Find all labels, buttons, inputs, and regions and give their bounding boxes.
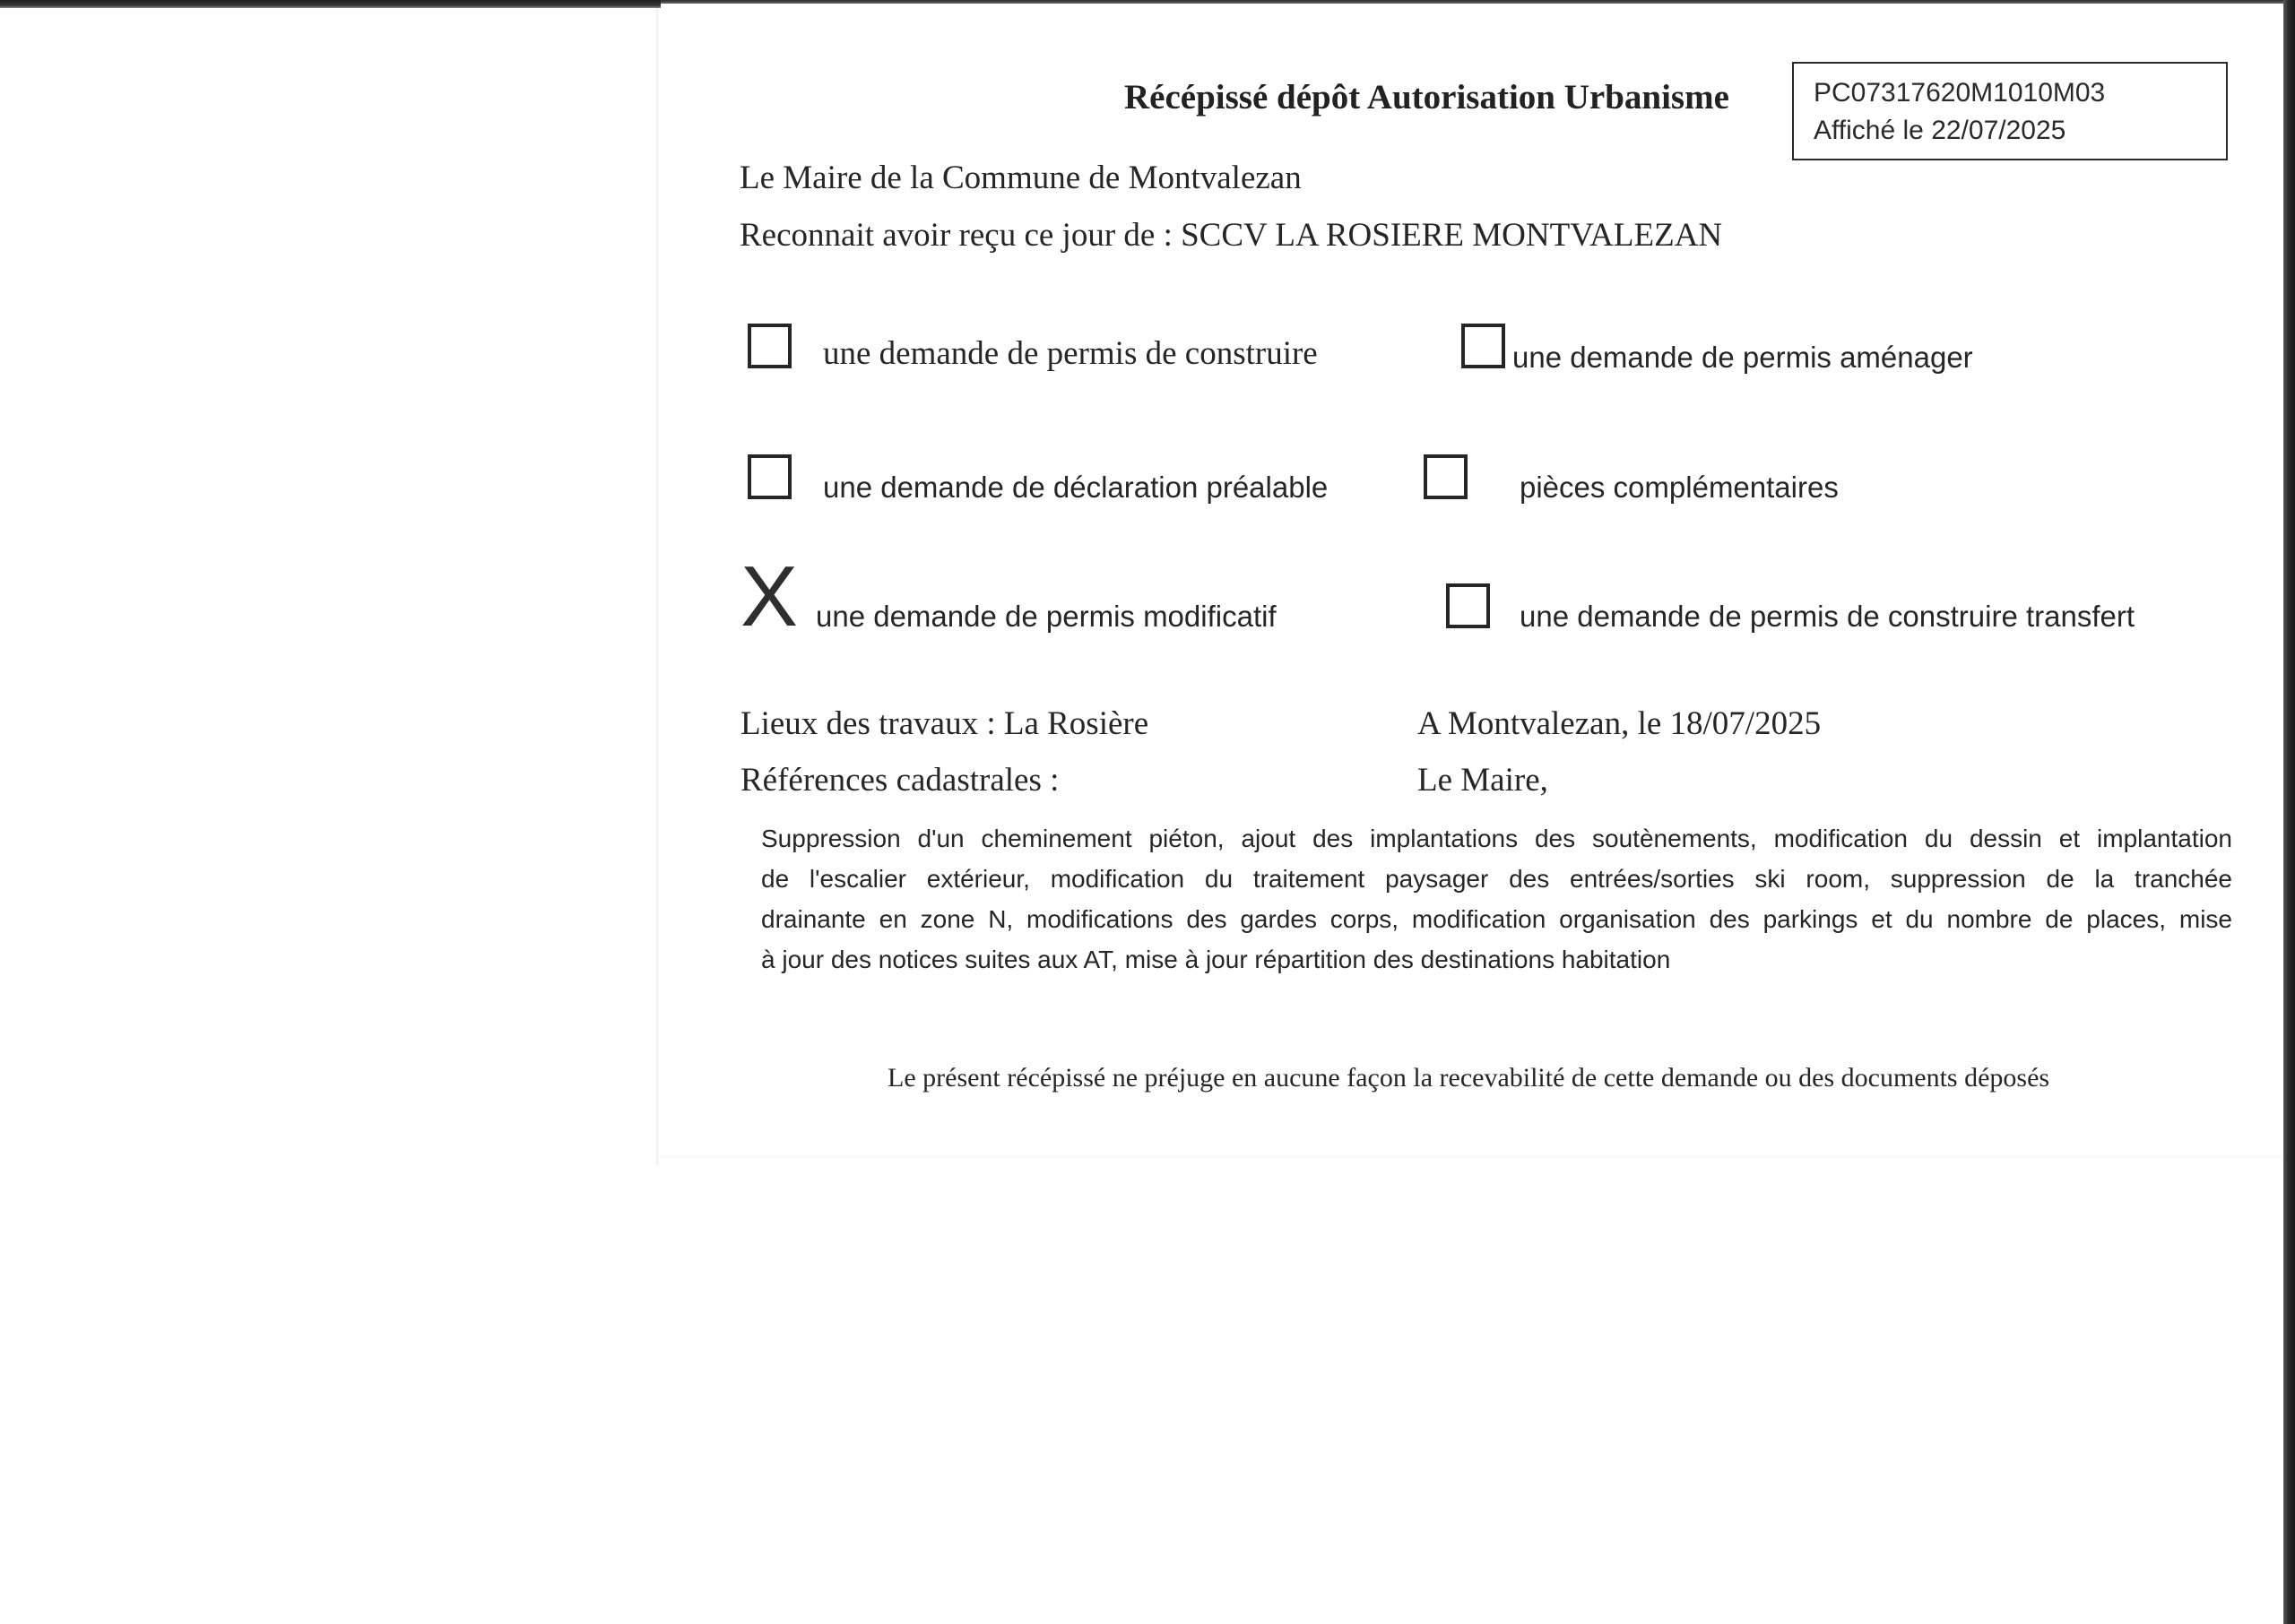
receipt-line: Reconnait avoir reçu ce jour de : SCCV LA ROSIERE MONTVALEZAN xyxy=(740,217,1723,254)
option-label-declaration-prealable: une demande de déclaration préalable xyxy=(823,471,1329,504)
option-label-permis-amenager: une demande de permis aménager xyxy=(1512,341,1973,374)
scan-border-right xyxy=(2283,0,2295,1624)
option-label-permis-construire-transfert: une demande de permis de construire transfert xyxy=(1520,600,2135,633)
posted-date: Affiché le 22/07/2025 xyxy=(1814,116,2066,145)
description-line: Suppression d'un cheminement piéton, ajout des implantations des soutènements, modification du dessin et implantation xyxy=(761,825,2232,852)
checkbox-permis-construire[interactable] xyxy=(748,324,792,368)
reference-box xyxy=(1792,62,2228,160)
cadastral-references: Références cadastrales : xyxy=(740,762,1060,799)
option-label-pieces-complementaires: pièces complémentaires xyxy=(1520,471,1839,504)
disclaimer-note: Le présent récépissé ne préjuge en aucune façon la recevabilité de cette demande ou des documents déposés xyxy=(888,1063,2050,1093)
description-line: drainante en zone N, modifications des gardes corps, modification organisation des parkings et du nombre de places, mise xyxy=(761,905,2232,933)
works-location: Lieux des travaux : La Rosière xyxy=(740,705,1149,742)
checkbox-permis-construire-transfert[interactable] xyxy=(1446,583,1490,628)
document-title: Récépissé dépôt Autorisation Urbanisme xyxy=(1124,78,1729,117)
scan-border-top xyxy=(0,0,661,8)
works-description xyxy=(761,818,2232,980)
issuer-line: Le Maire de la Commune de Montvalezan xyxy=(740,160,1302,196)
paper-edge-left xyxy=(655,7,659,1165)
paper-edge-bottom xyxy=(659,1156,2283,1159)
description-line: à jour des notices suites aux AT, mise à jour répartition des destinations habitation xyxy=(761,946,1671,973)
checkbox-declaration-prealable[interactable] xyxy=(748,454,792,499)
checkbox-pieces-complementaires[interactable] xyxy=(1424,454,1468,499)
option-label-permis-modificatif: une demande de permis modificatif xyxy=(816,600,1277,633)
description-line: de l'escalier extérieur, modification du traitement paysager des entrées/sorties ski room, suppression de la tranchée xyxy=(761,865,2232,893)
checkbox-permis-amenager[interactable] xyxy=(1461,324,1505,368)
option-label-permis-construire: une demande de permis de construire xyxy=(823,335,1318,372)
scan-border-top-thin xyxy=(661,0,2295,4)
checkbox-permis-modificatif-x-mark-icon[interactable]: X xyxy=(740,549,799,644)
file-number: PC07317620M1010M03 xyxy=(1814,78,2106,108)
signatory: Le Maire, xyxy=(1417,762,1548,799)
place-and-date: A Montvalezan, le 18/07/2025 xyxy=(1417,705,1822,742)
